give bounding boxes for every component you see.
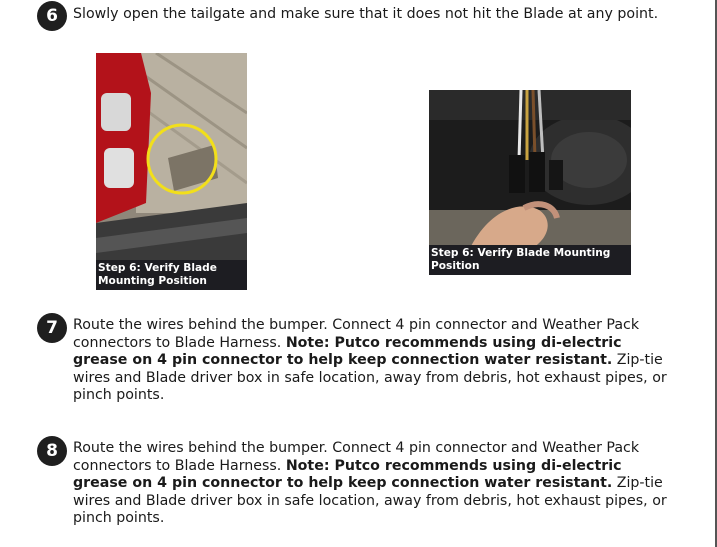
step-7-note: Note: Putco recommends using di-electric grease on 4 pin connector to help keep connection water resistant.	[73, 334, 622, 368]
step-7-badge: 7	[37, 313, 67, 343]
figure-caption-connector: Step 6: Verify Blade Mounting Position	[429, 245, 631, 275]
tailgate-photo	[96, 53, 247, 290]
step-6-badge: 6	[37, 1, 67, 31]
step-6-text: Slowly open the tailgate and make sure that it does not hit the Blade at any point.	[73, 6, 659, 22]
step-7-text	[73, 317, 678, 405]
step-8-badge: 8	[37, 436, 67, 466]
figure-caption-tailgate: Step 6: Verify Blade Mounting Position	[96, 260, 247, 290]
step-8-note: Note: Putco recommends using di-electric grease on 4 pin connector to help keep connection water resistant.	[73, 457, 622, 491]
step-8-text-b: Zip-tie wires and Blade driver box in safe location, away from debris, hot exhaust pipes, or pinch points.	[73, 475, 667, 526]
step-7-text-b: Zip-tie wires and Blade driver box in safe location, away from debris, hot exhaust pipes, or pinch points.	[73, 352, 667, 403]
step-8-text-a: Route the wires behind the bumper. Connect 4 pin connector and Weather Pack connectors to Blade Harness.	[73, 440, 640, 474]
step-7-text-a: Route the wires behind the bumper. Connect 4 pin connector and Weather Pack connectors to Blade Harness.	[73, 317, 640, 351]
tailgate-illustration	[96, 53, 247, 290]
connector-photo	[429, 90, 631, 275]
step-8-text	[73, 440, 678, 528]
